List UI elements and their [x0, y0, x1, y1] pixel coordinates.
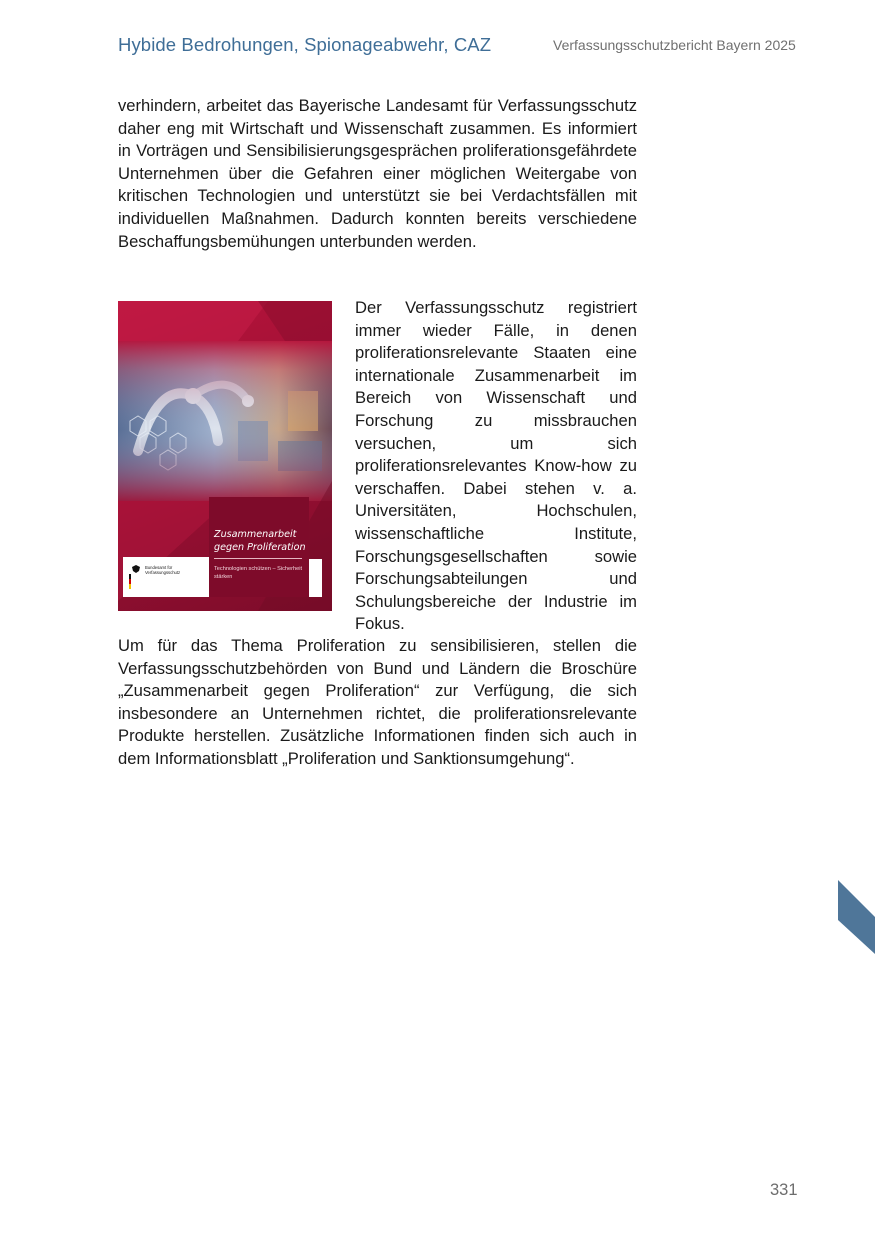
chapter-header: Hybide Bedrohungen, Spionageabwehr, CAZ: [118, 34, 492, 55]
brochure-edge-strip: [309, 559, 322, 597]
brochure-title: Zusammenarbeit gegen Proliferation: [214, 529, 306, 553]
brochure-divider: [214, 558, 302, 559]
paragraph-intro: verhindern, arbeitet das Bayerische Landesamt für Verfassungsschutz daher eng mit Wirtschaft und Wissenschaft zusammen. Es informiert in Vorträgen und Sensibilisierungsgesprächen proliferationsgefährdete Unternehmen über die Gefahren einer möglichen Weitergabe von kritischen Technologien und unterstützt sie bei Verdachtsfällen mit individuellen Maßnahmen. Dadurch konnten bereits verschiedene Beschaffungsbemühungen unterbunden werden.: [118, 96, 637, 251]
chapter-tab-marker: [838, 880, 875, 954]
brochure-cover-image: [118, 301, 332, 611]
brochure-subtitle: Technologien schützen – Sicherheit stärken: [214, 566, 303, 580]
eagle-logo-icon: [123, 557, 209, 597]
paragraph-brochure: Um für das Thema Proliferation zu sensibilisieren, stellen die Verfassungsschutzbehörden von Bund und Ländern die Broschüre „Zusammenarbeit gegen Proliferation“ zur Verfügung, die sich insbesondere an Unternehmen richtet, die proliferationsrelevante Produkte herstellen. Zusätzliche Informationen finden sich auch in dem Informationsblatt „Proliferation und Sanktionsumgehung“.: [118, 636, 637, 768]
page-number: 331: [770, 1181, 798, 1199]
report-header: Verfassungsschutzbericht Bayern 2025: [553, 37, 796, 53]
brochure-logo-text: Bundesamt für Verfassungsschutz: [145, 565, 181, 576]
paragraph-research: Der Verfassungsschutz registriert immer wieder Fälle, in denen proliferationsrelevante Staaten eine internationale Zusammenarbeit im Bereich von Wissenschaft und Forschung zu missbrauchen versuchen, um sich proliferationsrelevantes Know-how zu verschaffen. Dabei stehen v. a. Universitäten, Hochschulen, wissenschaftliche Institute, Forschungsgesellschaften sowie Forschungsabteilungen und Schulungsbereiche der Industrie im Fokus.: [355, 298, 637, 634]
